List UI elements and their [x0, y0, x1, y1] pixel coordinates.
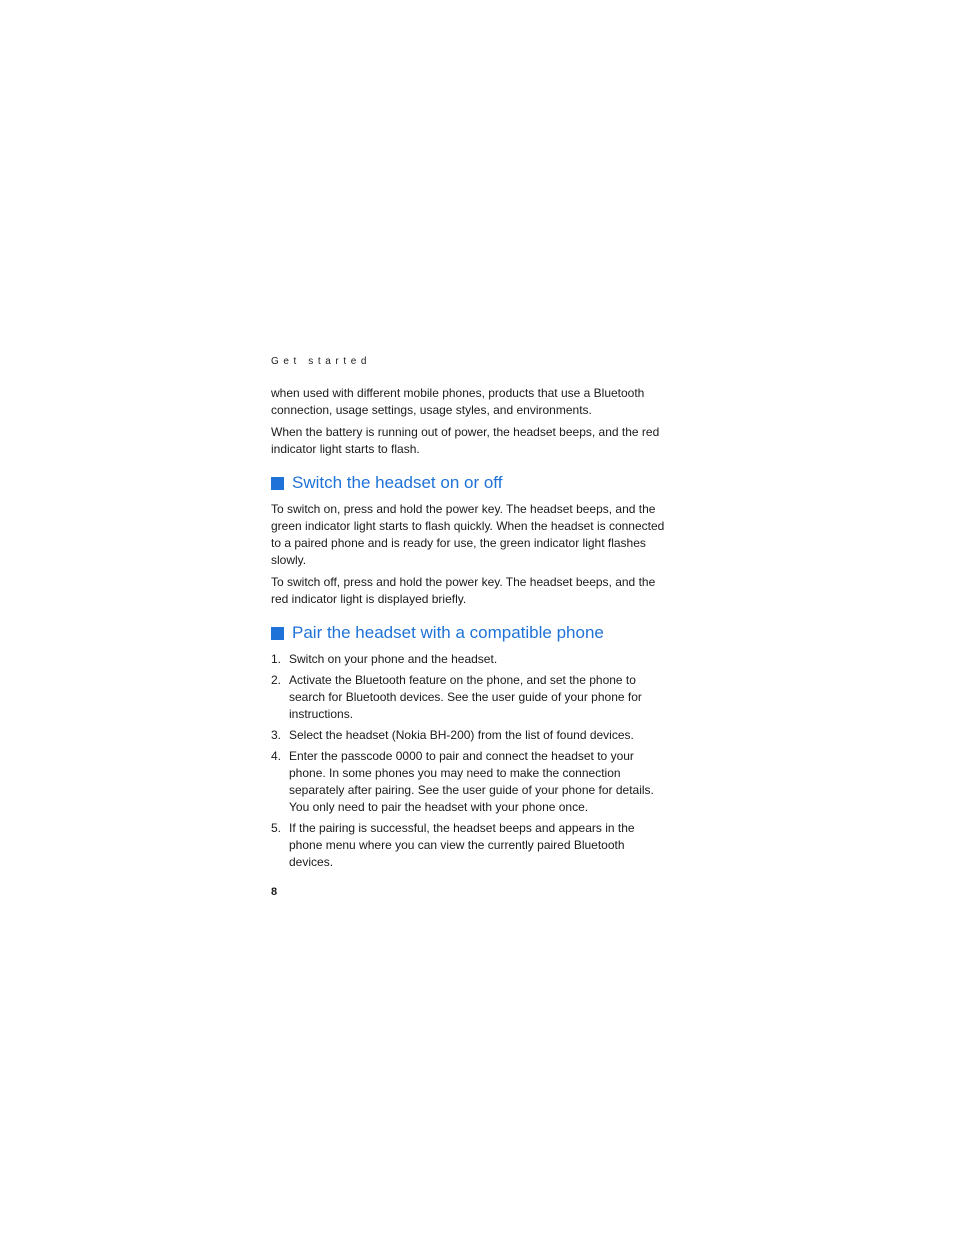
section-heading-switch — [271, 471, 671, 495]
square-bullet-icon — [271, 627, 284, 640]
step-text: Select the headset (Nokia BH-200) from the list of found devices. — [289, 728, 634, 742]
section-title-switch: Switch the headset on or off — [292, 473, 503, 492]
switch-off-paragraph: To switch off, press and hold the power key. The headset beeps, and the red indicator light is displayed briefly. — [271, 575, 656, 606]
list-item — [271, 748, 671, 816]
step-number: 2. — [271, 673, 282, 687]
switch-on-paragraph: To switch on, press and hold the power key. The headset beeps, and the green indicator light starts to flash quickly. When the headset is connected to a paired phone and is ready for use, the green indicator light flashes slowly. — [271, 502, 665, 567]
page-number: 8 — [271, 886, 278, 898]
document-page — [271, 355, 671, 899]
step-number: 1. — [271, 652, 282, 666]
section-title-pair: Pair the headset with a compatible phone — [292, 623, 604, 642]
intro-paragraph-1: when used with different mobile phones, products that use a Bluetooth connection, usage settings, usage styles, and environments. — [271, 386, 645, 417]
pairing-steps-list — [271, 651, 671, 871]
square-bullet-icon — [271, 477, 284, 490]
list-item — [271, 820, 671, 871]
step-number: 5. — [271, 821, 282, 835]
list-item — [271, 651, 671, 668]
intro-paragraph-2: When the battery is running out of power, the headset beeps, and the red indicator light starts to flash. — [271, 425, 660, 456]
section-heading-pair — [271, 621, 671, 645]
list-item — [271, 672, 671, 723]
step-text: Switch on your phone and the headset. — [289, 652, 498, 666]
step-text: Enter the passcode 0000 to pair and connect the headset to your phone. In some phones you may need to make the connection separately after pairing. See the user guide of your phone for details. You only need to pair the headset with your phone once. — [289, 749, 654, 814]
step-text: If the pairing is successful, the headset beeps and appears in the phone menu where you can view the currently paired Bluetooth devices. — [289, 821, 635, 869]
running-head: Get started — [271, 356, 372, 367]
step-number: 3. — [271, 728, 282, 742]
step-number: 4. — [271, 749, 282, 763]
step-text: Activate the Bluetooth feature on the phone, and set the phone to search for Bluetooth devices. See the user guide of your phone for instructions. — [289, 673, 642, 721]
list-item — [271, 727, 671, 744]
